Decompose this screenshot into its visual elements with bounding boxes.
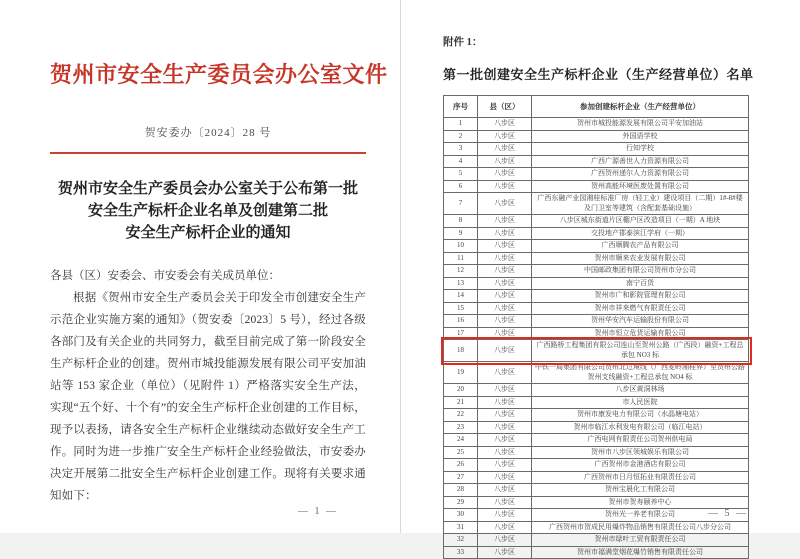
table-row — [444, 265, 749, 278]
row-district-cell: 八步区 — [478, 534, 532, 547]
table-row — [444, 227, 749, 240]
document-page-1 — [0, 0, 401, 533]
notice-title-line-2: 安全生产标杆企业名单及创建第二批 — [87, 203, 328, 219]
table-row — [444, 521, 749, 534]
row-company-cell: 广西贺州递尔人力资源有限公司 — [532, 168, 749, 181]
row-district-cell: 八步区 — [478, 227, 532, 240]
column-header-company: 参加创建标杆企业（生产经营单位） — [532, 96, 749, 118]
row-number-cell: 18 — [444, 340, 478, 362]
row-number-cell: 3 — [444, 143, 478, 156]
row-company-cell: 广西路桥工程集团有限公司连山至贺州公路（广西段）融资+工程总承包 NO3 标 — [532, 340, 749, 362]
row-company-cell: 广西东融产业园湘桂标准厂房（轻工业）建设项目（二期）1#-8#楼及门卫室等建筑（含配套基础设施） — [532, 193, 749, 215]
row-company-cell: 外国语学校 — [532, 130, 749, 143]
row-company-cell: 贺州市绿叶工贸有限责任公司 — [532, 534, 749, 547]
row-company-cell: 中国邮政集团有限公司贺州市分公司 — [532, 265, 749, 278]
row-district-cell: 八步区 — [478, 327, 532, 340]
row-number-cell: 4 — [444, 155, 478, 168]
row-district-cell: 八步区 — [478, 193, 532, 215]
row-company-cell: 贺州市祥来燃气有限责任公司 — [532, 302, 749, 315]
row-district-cell: 八步区 — [478, 446, 532, 459]
row-number-cell: 24 — [444, 434, 478, 447]
row-district-cell: 八步区 — [478, 277, 532, 290]
row-number-cell: 28 — [444, 484, 478, 497]
table-row — [444, 471, 749, 484]
row-district-cell: 八步区 — [478, 409, 532, 422]
table-row — [444, 446, 749, 459]
row-district-cell: 八步区 — [478, 265, 532, 278]
row-number-cell: 26 — [444, 459, 478, 472]
row-number-cell: 19 — [444, 362, 478, 384]
row-number-cell: 11 — [444, 252, 478, 265]
row-number-cell: 15 — [444, 302, 478, 315]
row-company-cell: 贺州华安汽车运输股份有限公司 — [532, 315, 749, 328]
row-number-cell: 32 — [444, 534, 478, 547]
benchmark-table-body — [444, 118, 749, 559]
table-row — [444, 130, 749, 143]
row-company-cell: 广西贺州市金港酒店有限公司 — [532, 459, 749, 472]
table-row — [444, 315, 749, 328]
row-district-cell: 八步区 — [478, 290, 532, 303]
row-number-cell: 5 — [444, 168, 478, 181]
row-district-cell: 八步区 — [478, 180, 532, 193]
row-company-cell: 交投地产郡泰滨江学府（一期） — [532, 227, 749, 240]
table-row — [444, 459, 749, 472]
table-row — [444, 546, 749, 559]
document-page-5 — [401, 0, 800, 556]
row-number-cell: 16 — [444, 315, 478, 328]
table-row — [444, 290, 749, 303]
row-company-cell: 广西贺州市日月恒拓业有限责任公司 — [532, 471, 749, 484]
row-number-cell: 6 — [444, 180, 478, 193]
row-company-cell: 八步区城东街道片区棚户区改造项目（一期）A 地块 — [532, 215, 749, 228]
notice-title-line-1: 贺州市安全生产委员会办公室关于公布第一批 — [57, 181, 358, 197]
row-number-cell: 22 — [444, 409, 478, 422]
table-row — [444, 327, 749, 340]
table-row — [444, 496, 749, 509]
row-company-cell: 贺州市恒立危货运输有限公司 — [532, 327, 749, 340]
row-district-cell: 八步区 — [478, 143, 532, 156]
row-district-cell: 八步区 — [478, 252, 532, 265]
row-district-cell: 八步区 — [478, 546, 532, 559]
row-number-cell: 9 — [444, 227, 478, 240]
row-district-cell: 八步区 — [478, 509, 532, 522]
table-row — [444, 118, 749, 131]
table-row — [444, 155, 749, 168]
notice-title — [50, 178, 366, 244]
column-header-no: 序号 — [444, 96, 478, 118]
row-district-cell: 八步区 — [478, 484, 532, 497]
row-company-cell: 贺州市顺来农业发展有限公司 — [532, 252, 749, 265]
row-company-cell: 南宁百货 — [532, 277, 749, 290]
page-number-right: — 5 — — [708, 508, 748, 519]
row-number-cell: 1 — [444, 118, 478, 131]
table-row — [444, 384, 749, 397]
row-company-cell: 贺州市福满堂烟花爆竹销售有限责任公司 — [532, 546, 749, 559]
row-district-cell: 八步区 — [478, 302, 532, 315]
column-header-district: 县（区） — [478, 96, 532, 118]
row-district-cell: 八步区 — [478, 362, 532, 384]
table-row — [444, 421, 749, 434]
row-number-cell: 25 — [444, 446, 478, 459]
table-row — [444, 240, 749, 253]
table-row — [444, 362, 749, 384]
row-company-cell: 贺州市城投能源发展有限公司平安加油站 — [532, 118, 749, 131]
row-district-cell: 八步区 — [478, 155, 532, 168]
row-company-cell: 贺州高能环境医废处置有限公司 — [532, 180, 749, 193]
row-number-cell: 14 — [444, 290, 478, 303]
row-company-cell: 广西贺州市贺成民用爆炸物品销售有限责任公司八步分公司 — [532, 521, 749, 534]
row-company-cell: 贺州市八步区领城娱乐有限公司 — [532, 446, 749, 459]
row-district-cell: 八步区 — [478, 315, 532, 328]
row-number-cell: 21 — [444, 396, 478, 409]
row-company-cell: 贺州宝晨化工有限公司 — [532, 484, 749, 497]
row-company-cell: 广西电网有限责任公司贺州供电局 — [532, 434, 749, 447]
row-district-cell: 八步区 — [478, 240, 532, 253]
body-paragraph: 根据《贺州市安全生产委员会关于印发全市创建安全生产示范企业实施方案的通知》（贺安委〔2023〕5 号），经过各级各部门及有关企业的共同努力，截至目前完成了第一阶段安全生产标杆企业的创建。贺州市城投能源发展有限公司平安加油站等 153 家企业（单位）（见附件 1）严格落实安全生产法，实现“五个好、十个有”的安全生产标杆企业创建的工作目标，现予以表扬，请各安全生产标杆企业继续动态做好安全生产工作。同时为进一步推广安全生产标杆企业经验做法，市安委办决定开展第二批安全生产标杆企业创建工作。现将有关要求通知如下： — [50, 292, 366, 502]
row-company-cell: 贺州市广和影院管理有限公司 — [532, 290, 749, 303]
row-district-cell: 八步区 — [478, 168, 532, 181]
table-row — [444, 396, 749, 409]
table-row — [444, 193, 749, 215]
table-header-row — [444, 96, 749, 118]
table-row — [444, 434, 749, 447]
row-district-cell: 八步区 — [478, 496, 532, 509]
attachment-label: 附件 1： — [443, 37, 483, 48]
table-row — [444, 484, 749, 497]
row-number-cell: 20 — [444, 384, 478, 397]
row-district-cell: 八步区 — [478, 459, 532, 472]
row-number-cell: 17 — [444, 327, 478, 340]
row-company-cell: 市人民医院 — [532, 396, 749, 409]
row-district-cell: 八步区 — [478, 384, 532, 397]
table-row — [444, 143, 749, 156]
row-number-cell: 2 — [444, 130, 478, 143]
row-company-cell: 贺州市临江水利发电有限公司（临江电站） — [532, 421, 749, 434]
red-divider-rule — [50, 152, 366, 154]
row-number-cell: 23 — [444, 421, 478, 434]
row-number-cell: 30 — [444, 509, 478, 522]
table-title: 第一批创建安全生产标杆企业（生产经营单位）名单 — [443, 67, 754, 82]
row-company-cell: 广西顺腾农产品有限公司 — [532, 240, 749, 253]
row-district-cell: 八步区 — [478, 434, 532, 447]
row-district-cell: 八步区 — [478, 421, 532, 434]
row-company-cell: 贺州市贺寿颐养中心 — [532, 496, 749, 509]
table-row — [444, 277, 749, 290]
row-number-cell: 31 — [444, 521, 478, 534]
table-row — [444, 509, 749, 522]
table-row — [444, 409, 749, 422]
row-company-cell: 八步区黄洞林场 — [532, 384, 749, 397]
row-company-cell: 中铁一局集团有限公司贺州北过境线（广西麦岭湘桂界）至贺州公路贺州支线融资+工程总承包 NO4 标 — [532, 362, 749, 384]
row-number-cell: 12 — [444, 265, 478, 278]
row-district-cell: 八步区 — [478, 118, 532, 131]
table-row — [444, 302, 749, 315]
letterhead-title: 贺州市安全生产委员会办公室文件 — [50, 62, 388, 87]
row-number-cell: 27 — [444, 471, 478, 484]
table-row — [444, 168, 749, 181]
row-number-cell: 8 — [444, 215, 478, 228]
row-district-cell: 八步区 — [478, 521, 532, 534]
row-number-cell: 29 — [444, 496, 478, 509]
table-row — [444, 252, 749, 265]
row-company-cell: 贺州市康发电力有限公司（水晶塘电站） — [532, 409, 749, 422]
row-number-cell: 33 — [444, 546, 478, 559]
table-header — [444, 96, 749, 118]
row-district-cell: 八步区 — [478, 215, 532, 228]
row-district-cell: 八步区 — [478, 396, 532, 409]
row-district-cell: 八步区 — [478, 130, 532, 143]
table-row — [444, 534, 749, 547]
benchmark-enterprise-table — [443, 95, 749, 559]
row-company-cell: 广西广源善世人力资源有限公司 — [532, 155, 749, 168]
notice-title-line-3: 安全生产标杆企业的通知 — [125, 225, 291, 241]
table-row — [444, 340, 749, 362]
page-number-left: — 1 — — [298, 506, 338, 517]
row-company-cell: 贺州光一养老有限公司 — [532, 509, 749, 522]
salutation: 各县（区）安委会、市安委会有关成员单位： — [50, 270, 280, 282]
document-number: 贺安委办〔2024〕28 号 — [144, 127, 272, 139]
table-row — [444, 215, 749, 228]
row-district-cell: 八步区 — [478, 340, 532, 362]
row-number-cell: 7 — [444, 193, 478, 215]
row-number-cell: 13 — [444, 277, 478, 290]
table-row — [444, 180, 749, 193]
row-company-cell: 行知学校 — [532, 143, 749, 156]
row-number-cell: 10 — [444, 240, 478, 253]
row-district-cell: 八步区 — [478, 471, 532, 484]
